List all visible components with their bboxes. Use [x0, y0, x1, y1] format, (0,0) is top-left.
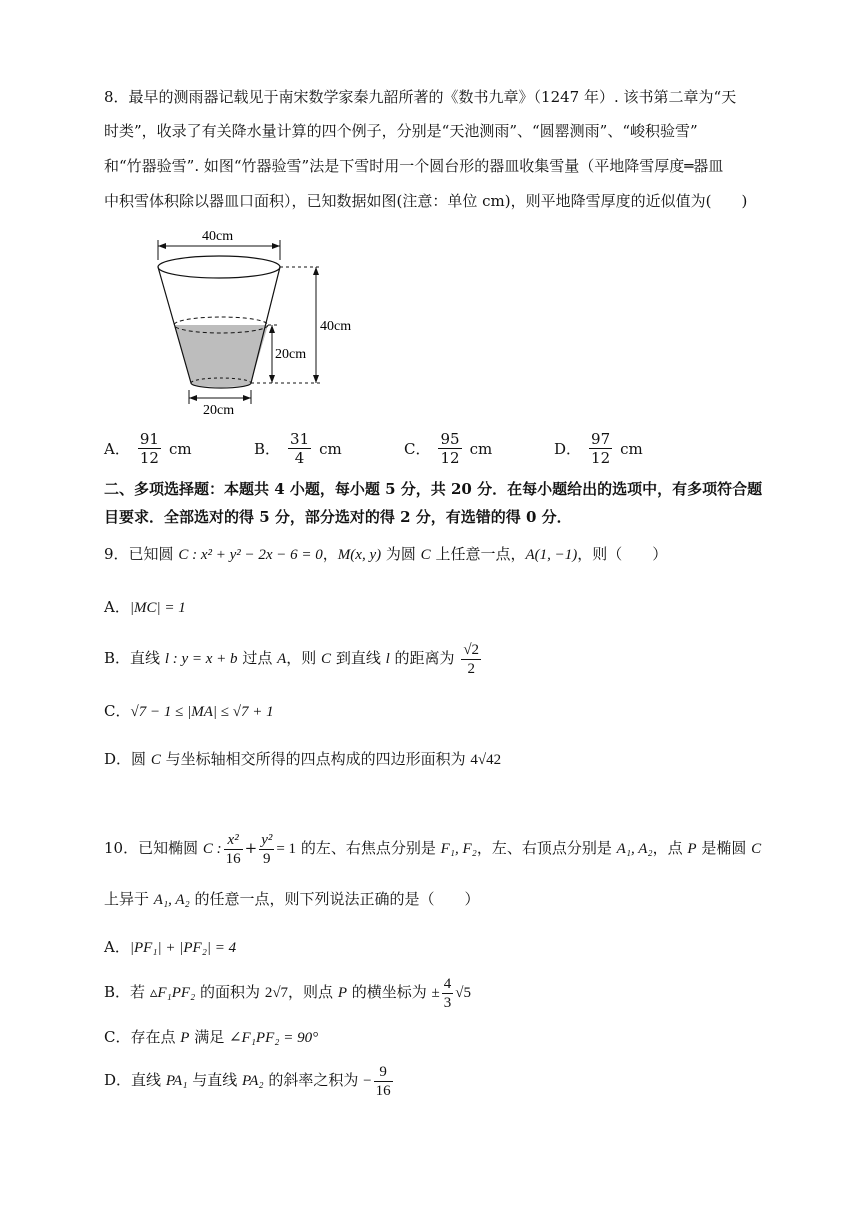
q9-circle-c-ref: C [321, 651, 332, 667]
q10-option-a[interactable] [104, 936, 236, 959]
q10-ellipse-c: C [751, 841, 762, 857]
q10-option-b[interactable] [104, 972, 471, 1013]
minus-sign: − [363, 1073, 372, 1089]
option-numerator: 95 [440, 430, 460, 448]
option-text: 直线 [130, 649, 165, 667]
option-text: 的距离为 [389, 649, 460, 667]
q9-option-a-math: |MC| = 1 [129, 600, 186, 616]
option-text: 与坐标轴相交所得的四点构成的四边形面积为 [160, 750, 471, 768]
q9-option-d[interactable] [104, 748, 501, 771]
option-letter: C． [104, 702, 131, 720]
distance-denominator: 2 [467, 660, 475, 677]
q9-area-value: 4√42 [470, 752, 502, 768]
q10-area: 2√7 [264, 985, 289, 1001]
y-term-numerator: y² [261, 831, 273, 848]
section2-heading-line2: 目要求．全部选对的得 5 分，部分选对的得 2 分，有选错的得 0 分． [104, 508, 572, 526]
option-unit: cm [469, 439, 493, 458]
option-letter: C． [404, 440, 431, 458]
q8-option-d[interactable] [554, 430, 643, 467]
q10-point-p: P [687, 841, 697, 857]
slope-product-denominator: 16 [375, 1082, 391, 1099]
distance-numerator: √2 [463, 641, 480, 658]
q10-triangle: ▵F₁PF₂ [149, 985, 196, 1001]
q9-circle-c: C [420, 547, 431, 563]
q9-option-a[interactable] [104, 596, 186, 619]
q10-option-d[interactable] [104, 1060, 395, 1101]
q8-stem-line3: 和“竹器验雪”. 如图“竹器验雪”法是下雪时用一个圆台形的器皿收集雪量（平地降雪厚度═器皿 [104, 157, 724, 175]
q10-vertices: A₁, A₂ [153, 892, 190, 908]
q9-stem [104, 543, 667, 566]
section2-heading-line1: 二、多项选择题：本题共 4 小题，每小题 5 分，共 20 分．在每小题给出的选项中，有多项符合题 [104, 480, 763, 498]
option-letter: D． [104, 1071, 132, 1089]
option-letter: B． [254, 440, 281, 458]
q10-line-pa1: PA₁ [165, 1073, 188, 1089]
q9-circle-equation: C : x² + y² − 2x − 6 = 0 [178, 547, 323, 563]
q10-line-pa2: PA₂ [241, 1073, 264, 1089]
option-numerator: 31 [290, 430, 310, 448]
option-unit: cm [319, 439, 342, 458]
option-unit: cm [620, 439, 643, 458]
q10-stem-text: 的左、右焦点分别是 [296, 839, 441, 857]
option-denominator: 12 [591, 449, 611, 467]
vessel-figure [140, 224, 370, 424]
plus-minus-sign: ± [431, 985, 440, 1001]
option-text: 与直线 [187, 1071, 242, 1089]
option-unit: cm [168, 439, 192, 458]
option-numerator: 91 [139, 430, 159, 448]
q9-stem-text: ， [322, 545, 338, 563]
q10-stem-text: ，左、右顶点分别是 [476, 839, 617, 857]
option-letter: D． [554, 440, 582, 458]
q8-option-b[interactable] [254, 430, 342, 467]
option-letter: A． [104, 938, 130, 956]
option-text: 直线 [131, 1071, 166, 1089]
option-letter: A． [104, 440, 130, 458]
q10-stem-text: ，点 [652, 839, 688, 857]
q10-foci: F₁, F₂ [440, 841, 477, 857]
option-letter: B． [104, 983, 131, 1001]
q9-stem-text: ，则（ ） [577, 545, 668, 563]
q9-option-c[interactable] [104, 700, 274, 723]
option-letter: D． [104, 750, 132, 768]
option-text: 圆 [131, 750, 151, 768]
figure-height-label: 40cm [320, 319, 352, 334]
q9-circle-c-ref: C [150, 752, 161, 768]
figure-top-width-label: 40cm [202, 229, 234, 244]
q9-point-m: M(x, y) [337, 547, 382, 563]
option-letter: B． [104, 649, 131, 667]
q10-option-c[interactable] [104, 1026, 318, 1049]
q9-point-a: A(1, −1) [525, 547, 578, 563]
y-term-denominator: 9 [263, 850, 271, 867]
option-denominator: 12 [139, 449, 159, 467]
q8-option-a[interactable] [104, 430, 192, 467]
q9-line-l-ref: l [385, 651, 390, 667]
q10-stem-text: 的任意一点，则下列说法正确的是（ ） [189, 890, 480, 908]
option-text: 的横坐标为 [347, 983, 432, 1001]
option-text: 存在点 [130, 1028, 181, 1046]
x-term-numerator: x² [224, 831, 243, 850]
q8-stem-line1: 8．最早的测雨器记载见于南宋数学家秦九韶所著的《数书九章》（1247 年）. 该书第二章为“天 [104, 88, 737, 106]
q10-point-p: P [180, 1030, 190, 1046]
option-text: 若 [130, 983, 150, 1001]
option-letter: A． [104, 598, 130, 616]
option-letter: C． [104, 1028, 131, 1046]
q10-angle: ∠F₁PF₂ = 90° [228, 1030, 319, 1046]
option-text: 的斜率之积为 [263, 1071, 364, 1089]
q9-stem-text: 9．已知圆 [104, 545, 179, 563]
q10-point-p: P [337, 985, 347, 1001]
q8-stem-line2: 时类”，收录了有关降水量计算的四个例子，分别是“天池测雨”、“圆罂测雨”、“峻积验雪” [104, 122, 698, 140]
q10-stem-line2 [104, 888, 480, 911]
q9-stem-text: 为圆 [381, 545, 421, 563]
q10-stem-text: 10．已知椭圆 [104, 839, 203, 857]
q9-line-equation: l : y = x + b [164, 651, 238, 667]
slope-product-numerator: 9 [374, 1063, 393, 1082]
abscissa-root: √5 [455, 985, 472, 1001]
q10-option-a-math: |PF₁| + |PF₂| = 4 [129, 940, 237, 956]
q9-option-b[interactable] [104, 640, 483, 678]
x-term-denominator: 16 [225, 850, 241, 867]
q10-stem-line1: 10．已知椭圆 C : $\frac{\text{x²}}{16}$ + $\frac{\text{y²}}{9}$ = 1 的左、右焦点分别是 F₁, F₂，左、右顶点分别是 A₁, A₂，点 P 是椭圆 C [104, 831, 762, 867]
q9-point-a-ref: A [277, 651, 287, 667]
q10-ellipse-label: C : [202, 841, 222, 857]
option-text: ，则点 [288, 983, 338, 1001]
option-text: 过点 [237, 649, 278, 667]
q9-stem-text: 上任意一点， [430, 545, 526, 563]
q10-stem-text: 上异于 [104, 890, 154, 908]
option-numerator: 97 [591, 430, 611, 448]
option-text: ，则 [286, 649, 322, 667]
option-text: 到直线 [331, 649, 386, 667]
option-text: 满足 [189, 1028, 229, 1046]
q10-stem-text: 是椭圆 [696, 839, 752, 857]
option-denominator: 4 [294, 449, 305, 467]
figure-depth-label: 20cm [275, 347, 307, 362]
abscissa-numerator: 4 [443, 975, 452, 992]
q9-option-c-math: √7 − 1 ≤ |MA| ≤ √7 + 1 [130, 704, 274, 720]
q10-equation-rhs: = 1 [276, 841, 297, 857]
q8-stem-line4: 中积雪体积除以器皿口面积），已知数据如图(注意：单位 cm)，则平地降雪厚度的近似值为( ) [104, 192, 748, 210]
q10-vertices: A₁, A₂ [616, 841, 653, 857]
figure-bottom-width-label: 20cm [203, 403, 235, 418]
q8-option-c[interactable] [404, 430, 492, 467]
option-text: 的面积为 [195, 983, 265, 1001]
abscissa-denominator: 3 [443, 994, 452, 1011]
option-denominator: 12 [440, 449, 460, 467]
